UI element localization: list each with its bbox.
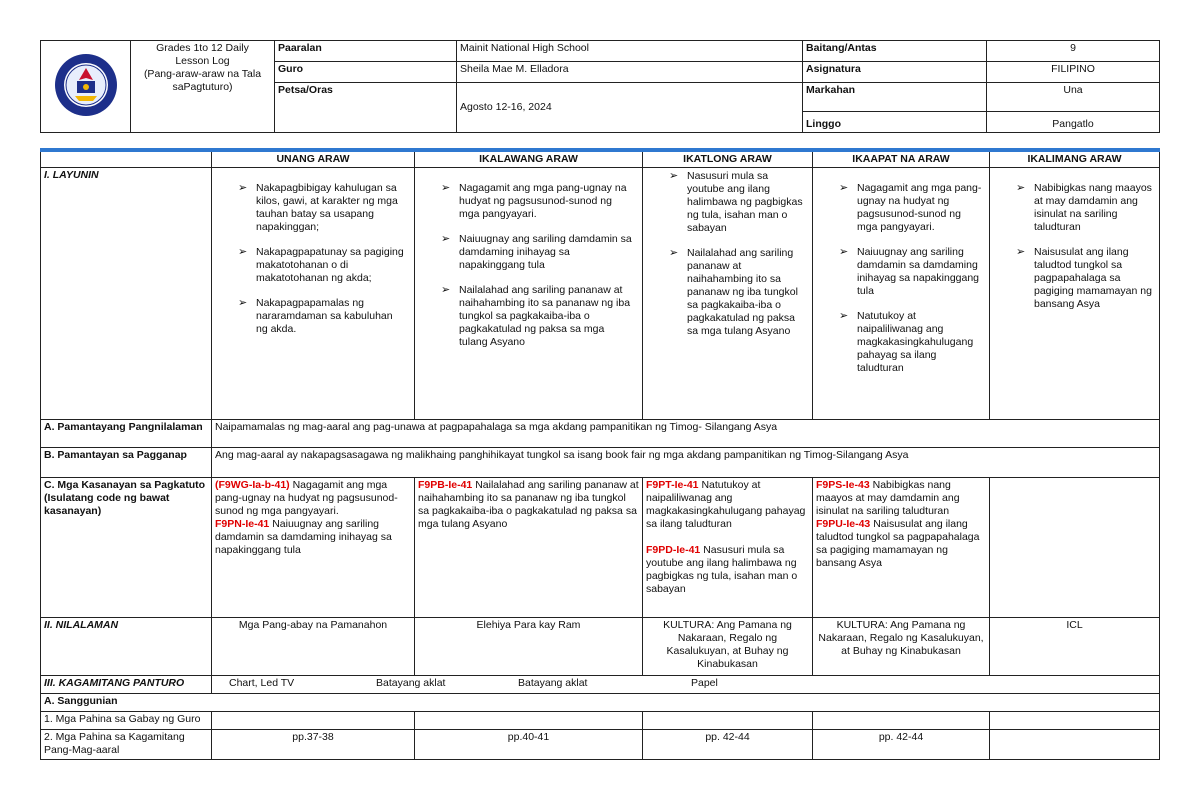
competencies-day3	[643, 478, 813, 618]
objectives-day3	[643, 168, 813, 420]
subject-label: Asignatura	[803, 62, 987, 83]
competency-text: Naisusulat ang ilang taludtod tungkol sa pagpapahalaga sa pagiging mamamayan ng bansang Asya	[816, 518, 980, 569]
content-label: II. NILALAMAN	[41, 618, 212, 676]
competencies-row	[41, 478, 1160, 618]
materials-label: III. KAGAMITANG PANTURO	[41, 676, 212, 694]
competencies-day5	[990, 478, 1160, 618]
materials-values	[212, 676, 1160, 694]
content-row	[41, 618, 1160, 676]
material-item: Chart, Led TV	[229, 677, 295, 689]
competency-text: Nabibigkas nang maayos at may damdamin ang isinulat na sariling taludturan	[816, 479, 960, 517]
objective-item: ➢ Naisusulat ang ilang taludtod tungkol sa pagpapahalaga sa pagiging mamamayan ng bansang Asya	[1012, 246, 1153, 311]
deped-seal-icon	[53, 52, 119, 118]
material-item: Batayang aklat	[376, 677, 446, 689]
references-row	[41, 694, 1160, 712]
day-header-5: IKALIMANG ARAW	[990, 150, 1160, 168]
objective-item: ➢ Nakapagbibigay kahulugan sa kilos, gawi, at karakter ng mga tauhan batay sa usapang napakinggan;	[234, 182, 406, 234]
references-label: A. Sanggunian	[41, 694, 1160, 712]
objective-item: ➢ Nasusuri mula sa youtube ang ilang halimbawa ng pagbigkas ng tula, isahan man o sabayan	[665, 170, 806, 235]
teacher-guide-day1	[212, 712, 415, 730]
objectives-day4	[813, 168, 990, 420]
objective-item: ➢ Natutukoy at naipaliliwanag ang magkakasingkahulugang pahayag sa ilang taludturan	[835, 310, 983, 375]
teacher-value: Sheila Mae M. Elladora	[457, 62, 803, 83]
competencies-label	[41, 478, 212, 618]
competency-text: Natutukoy at naipaliliwanag ang magkakasingkahulugang pahayag sa ilang taludturan	[646, 479, 806, 530]
content-standard-label: A. Pamantayang Pangnilalaman	[41, 420, 212, 448]
datetime-label: Petsa/Oras	[275, 83, 457, 133]
content-standard-text: Naipamamalas ng mag-aaral ang pag-unawa at pagpapahalaga sa mga akdang pampanitikan ng Timog- Silangang Asya	[212, 420, 1160, 448]
competency-code: F9PU-Ie-43	[816, 518, 871, 530]
competency-code: F9PB-Ie-41	[418, 479, 473, 491]
header-table	[40, 40, 1160, 133]
objectives-day2	[415, 168, 643, 420]
performance-standard-label: B. Pamantayan sa Pagganap	[41, 448, 212, 478]
materials-row	[41, 676, 1160, 694]
log-title-line: Lesson Log	[175, 55, 230, 67]
week-label: Linggo	[803, 112, 987, 133]
subject-value: FILIPINO	[987, 62, 1160, 83]
learner-pages-row	[41, 730, 1160, 760]
objective-item: ➢ Nailalahad ang sariling pananaw at naihahambing ito sa pananaw ng iba tungkol sa pagkakaiba-iba o pagkakatulad ng paksa sa mga tulang Asyano	[437, 284, 634, 349]
competency-entry	[646, 479, 809, 531]
competency-code: F9PS-Ie-43	[816, 479, 870, 491]
log-title-line: (Pang-araw-araw na Tala	[143, 68, 262, 80]
lesson-grid	[40, 148, 1160, 760]
day-header-blank	[41, 150, 212, 168]
material-item: Batayang aklat	[518, 677, 588, 689]
competency-entry	[215, 479, 411, 518]
objective-item: ➢ Nailalahad ang sariling pananaw at naihahambing ito sa pananaw ng iba tungkol sa pagkakaiba-iba o pagkakatulad ng paksa sa mga tulang Asyano	[665, 247, 806, 338]
day-header-3: IKATLONG ARAW	[643, 150, 813, 168]
content-day1: Mga Pang-abay na Pamanahon	[212, 618, 415, 676]
competency-entry	[816, 479, 986, 518]
week-value: Pangatlo	[987, 112, 1160, 133]
content-day3: KULTURA: Ang Pamana ng Nakaraan, Regalo ng Kasalukuyan, at Buhay ng Kinabukasan	[643, 618, 813, 676]
content-day5: ICL	[990, 618, 1160, 676]
learner-pages-day4: pp. 42-44	[813, 730, 990, 760]
competency-entry	[418, 479, 639, 531]
teacher-guide-day2	[415, 712, 643, 730]
learner-pages-day1: pp.37-38	[212, 730, 415, 760]
log-title	[131, 41, 275, 133]
grade-value: 9	[987, 41, 1160, 62]
day-header-row	[41, 150, 1160, 168]
logo-cell	[41, 41, 131, 133]
competencies-day1	[212, 478, 415, 618]
performance-standard-row	[41, 448, 1160, 478]
objective-item: ➢ Nakapagpapamalas ng nararamdaman sa kabuluhan ng akda.	[234, 297, 406, 336]
day-header-2: IKALAWANG ARAW	[415, 150, 643, 168]
teacher-label: Guro	[275, 62, 457, 83]
quarter-label: Markahan	[803, 83, 987, 112]
objective-item: ➢ Naiuugnay ang sariling damdamin sa damdaming inihayag sa napakinggang tula	[437, 233, 634, 272]
competency-code: (F9WG-Ia-b-41)	[215, 479, 290, 491]
teacher-guide-day5	[990, 712, 1160, 730]
learner-pages-day3: pp. 42-44	[643, 730, 813, 760]
competency-code: F9PN-Ie-41	[215, 518, 270, 530]
teacher-guide-day4	[813, 712, 990, 730]
datetime-value: Agosto 12-16, 2024	[457, 83, 803, 133]
competency-text: Nailalahad ang sariling pananaw at naihahambing ito sa pananaw ng iba tungkol sa pagkakaiba-iba o pagkakatulad ng paksa sa mga tulang Asyano	[418, 479, 639, 530]
competency-entry	[816, 518, 986, 570]
objectives-label: I. LAYUNIN	[41, 168, 212, 420]
objectives-row	[41, 168, 1160, 420]
day-header-1: UNANG ARAW	[212, 150, 415, 168]
competencies-label-sub: (Isulatang code ng bawat kasanayan)	[44, 492, 170, 517]
objective-item: ➢ Nakapagpapatunay sa pagiging makatotohanan o di makatotohanan ng akda;	[234, 246, 406, 285]
objective-item: ➢ Nagagamit ang mga pang-ugnay na hudyat ng pagsusunod-sunod ng mga pangyayari.	[437, 182, 634, 221]
log-title-line: saPagtuturo)	[172, 81, 233, 93]
teacher-guide-label: 1. Mga Pahina sa Gabay ng Guro	[41, 712, 212, 730]
school-value: Mainit National High School	[457, 41, 803, 62]
content-standard-row	[41, 420, 1160, 448]
teacher-guide-row	[41, 712, 1160, 730]
competency-text: Naiuugnay ang sariling damdamin sa damdaming inihayag sa napakinggang tula	[215, 518, 392, 556]
material-item: Papel	[691, 677, 718, 689]
school-label: Paaralan	[275, 41, 457, 62]
competency-code: F9PD-Ie-41	[646, 544, 701, 556]
objectives-day1	[212, 168, 415, 420]
content-day2: Elehiya Para kay Ram	[415, 618, 643, 676]
log-title-line: Grades 1to 12 Daily	[156, 42, 249, 54]
competency-text: Nasusuri mula sa youtube ang ilang halimbawa ng pagbigkas ng tula, isahan man o sabayan	[646, 544, 798, 595]
objectives-day5	[990, 168, 1160, 420]
competency-code: F9PT-Ie-41	[646, 479, 699, 491]
objective-item: ➢ Naiuugnay ang sariling damdamin sa damdaming inihayag sa napakinggang tula	[835, 246, 983, 298]
learner-pages-label: 2. Mga Pahina sa Kagamitang Pang-Mag-aaral	[41, 730, 212, 760]
competency-text: Nagagamit ang mga pang-ugnay na hudyat ng pagsusunod-sunod ng mga pangyayari.	[215, 479, 398, 517]
content-day4: KULTURA: Ang Pamana ng Nakaraan, Regalo ng Kasalukuyan, at Buhay ng Kinabukasan	[813, 618, 990, 676]
grade-label: Baitang/Antas	[803, 41, 987, 62]
performance-standard-text: Ang mag-aaral ay nakapagsasagawa ng malikhaing panghihikayat tungkol sa isang book fair ng mga akdang pampanitikan ng Timog-Silangang Asya	[212, 448, 1160, 478]
objective-item: ➢ Nagagamit ang mga pang-ugnay na hudyat ng pagsusunod-sunod ng mga pangyayari.	[835, 182, 983, 234]
competencies-day4	[813, 478, 990, 618]
day-header-4: IKAAPAT NA ARAW	[813, 150, 990, 168]
competencies-day2	[415, 478, 643, 618]
learner-pages-day2: pp.40-41	[415, 730, 643, 760]
teacher-guide-day3	[643, 712, 813, 730]
competencies-label-main: C. Mga Kasanayan sa Pagkatuto	[44, 479, 206, 491]
quarter-value: Una	[987, 83, 1160, 112]
competency-entry	[646, 544, 809, 596]
competency-entry	[215, 518, 411, 557]
learner-pages-day5	[990, 730, 1160, 760]
objective-item: ➢ Nabibigkas nang maayos at may damdamin ang isinulat na sariling taludturan	[1012, 182, 1153, 234]
